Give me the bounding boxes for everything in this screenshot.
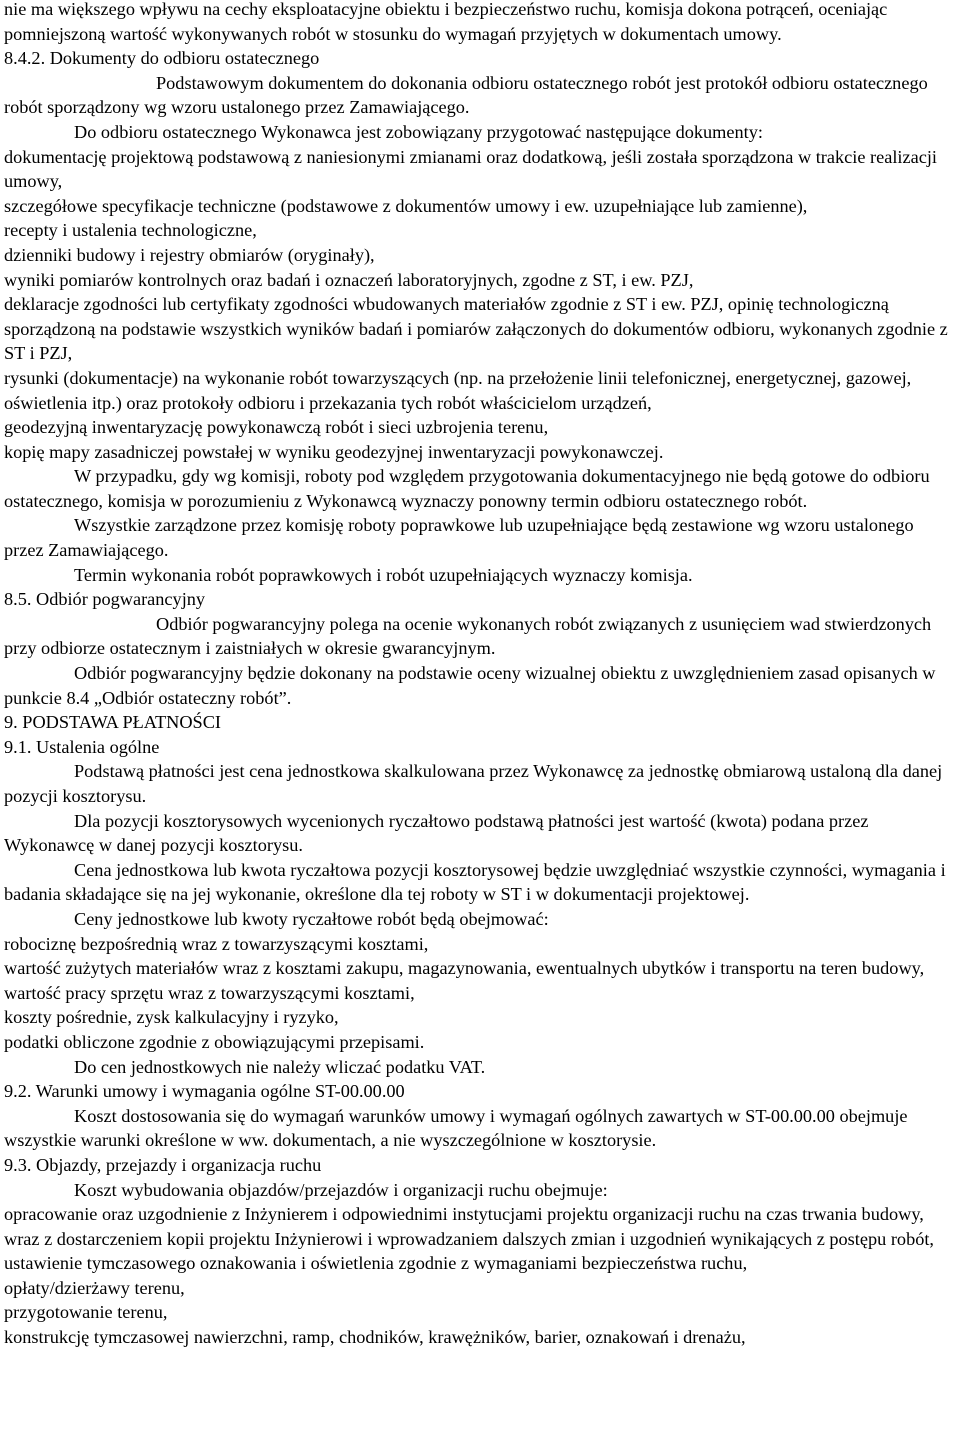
list-item: rysunki (dokumentacje) na wykonanie robót towarzyszących (np. na przełożenie linii telefonicznej, energetycznej, gazowej, oświetlenia itp.) oraz protokoły odbioru i przekazania tych robót właścicielom urządzeń, [4,367,912,413]
paragraph: Wszystkie zarządzone przez komisję roboty poprawkowe lub uzupełniające będą zestawione wg wzoru ustalonego przez Zamawiającego. [4,515,914,561]
list-item: dokumentację projektową podstawową z naniesionymi zmianami oraz dodatkową, jeśli została sporządzona w trakcie realizacji umowy, [4,146,938,192]
paragraph: Do cen jednostkowych nie należy wliczać podatku VAT. [74,1056,486,1077]
paragraph: Koszt dostosowania się do wymagań warunków umowy i wymagań ogólnych zawartych w ST-00.00.00 obejmuje wszystkie warunki określone w ww. dokumentach, a nie wyszczególnione w kosztorysie. [4,1105,908,1151]
section-heading: 9.2. Warunki umowy i wymagania ogólne ST-00.00.00 [4,1081,405,1102]
list-item: wyniki pomiarów kontrolnych oraz badań i oznaczeń laboratoryjnych, zgodne z ST, i ew. PZJ, [4,269,694,290]
paragraph: Do odbioru ostatecznego Wykonawca jest zobowiązany przygotować następujące dokumenty: [74,121,763,142]
section-heading: 8.5. Odbiór pogwarancyjny [4,589,206,610]
list-item: kopię mapy zasadniczej powstałej w wyniku geodezyjnej inwentaryzacji powykonawczej. [4,441,664,462]
list-item: opłaty/dzierżawy terenu, [4,1277,185,1298]
list-item: konstrukcję tymczasowej nawierzchni, ramp, chodników, krawężników, barier, oznakowań i drenażu, [4,1327,746,1348]
section-heading: 8.4.2. Dokumenty do odbioru ostatecznego [4,48,320,69]
list-item: szczegółowe specyfikacje techniczne (podstawowe z dokumentów umowy i ew. uzupełniające lub zamienne), [4,195,808,216]
section-heading: 9. PODSTAWA PŁATNOŚCI [4,712,221,733]
paragraph: Odbiór pogwarancyjny polega na ocenie wykonanych robót związanych z usunięciem wad stwierdzonych przy odbiorze ostatecznym i zaistniałych w okresie gwarancyjnym. [4,613,932,659]
paragraph: Podstawą płatności jest cena jednostkowa skalkulowana przez Wykonawcę za jednostkę obmiarową ustaloną dla danej pozycji kosztorysu. [4,761,943,806]
list-item: koszty pośrednie, zysk kalkulacyjny i ryzyko, [4,1007,339,1028]
paragraph: Termin wykonania robót poprawkowych i robót uzupełniających wyznaczy komisja. [74,564,693,585]
paragraph: Koszt wybudowania objazdów/przejazdów i organizacji ruchu obejmuje: [74,1179,608,1200]
list-item: przygotowanie terenu, [4,1302,168,1323]
list-item: robociznę bezpośrednią wraz z towarzyszącymi kosztami, [4,933,429,954]
list-item: opracowanie oraz uzgodnienie z Inżynierem i odpowiednimi instytucjami projektu organizacji ruchu na czas trwania budowy, wraz z dostarczeniem kopii projektu Inżynierowi i wprowadzaniem dalszych zmian i uzgodnień wynikających z postępu robót, [4,1204,934,1249]
paragraph: Ceny jednostkowe lub kwoty ryczałtowe robót będą obejmować: [74,908,549,929]
paragraph: Dla pozycji kosztorysowych wycenionych ryczałtowo podstawą płatności jest wartość (kwota) podana przez Wykonawcę w danej pozycji kosztorysu. [4,810,869,856]
paragraph: Odbiór pogwarancyjny będzie dokonany na podstawie oceny wizualnej obiektu z uwzględnieniem zasad opisanych w punkcie 8.4 „Odbiór ostateczny robót”. [4,663,936,708]
paragraph: Cena jednostkowa lub kwota ryczałtowa pozycji kosztorysowej będzie uwzględniać wszystkie czynności, wymagania i badania składające się na jej wykonanie, określone dla tej roboty w ST i w dokumentacji projektowej. [4,859,946,905]
list-item: wartość pracy sprzętu wraz z towarzyszącymi kosztami, [4,982,415,1003]
section-heading: 9.3. Objazdy, przejazdy i organizacja ruchu [4,1154,322,1175]
paragraph: W przypadku, gdy wg komisji, roboty pod względem przygotowania dokumentacyjnego nie będą gotowe do odbioru ostatecznego, komisja w porozumieniu z Wykonawcą wyznaczy ponowny termin odbioru ostatecznego robót. [4,466,930,511]
list-item: ustawienie tymczasowego oznakowania i oświetlenia zgodnie z wymaganiami bezpieczeństwa ruchu, [4,1253,748,1274]
list-item: deklaracje zgodności lub certyfikaty zgodności wbudowanych materiałów zgodnie z ST i ew. PZJ, opinię technologiczną sporządzoną na podstawie wszystkich wyników badań i pomiarów załączonych do dokumentów odbioru, wykonanych zgodnie z ST i PZJ, [4,294,948,364]
list-item: podatki obliczone zgodnie z obowiązującymi przepisami. [4,1031,425,1052]
document-page [4,0,956,1350]
section-heading: 9.1. Ustalenia ogólne [4,736,160,757]
paragraph: nie ma większego wpływu na cechy eksploatacyjne obiektu i bezpieczeństwo ruchu, komisja dokona potrąceń, oceniając pomniejszoną wartość wykonywanych robót w stosunku do wymagań przyjętych w dokumentach umowy. [4,0,888,44]
list-item: recepty i ustalenia technologiczne, [4,220,257,241]
list-item: geodezyjną inwentaryzację powykonawczą robót i sieci uzbrojenia terenu, [4,417,549,438]
list-item: wartość zużytych materiałów wraz z kosztami zakupu, magazynowania, ewentualnych ubytków i transportu na teren budowy, [4,958,925,979]
list-item: dzienniki budowy i rejestry obmiarów (oryginały), [4,244,375,265]
paragraph: Podstawowym dokumentem do dokonania odbioru ostatecznego robót jest protokół odbioru ostatecznego robót sporządzony wg wzoru ustalonego przez Zamawiającego. [4,72,928,118]
